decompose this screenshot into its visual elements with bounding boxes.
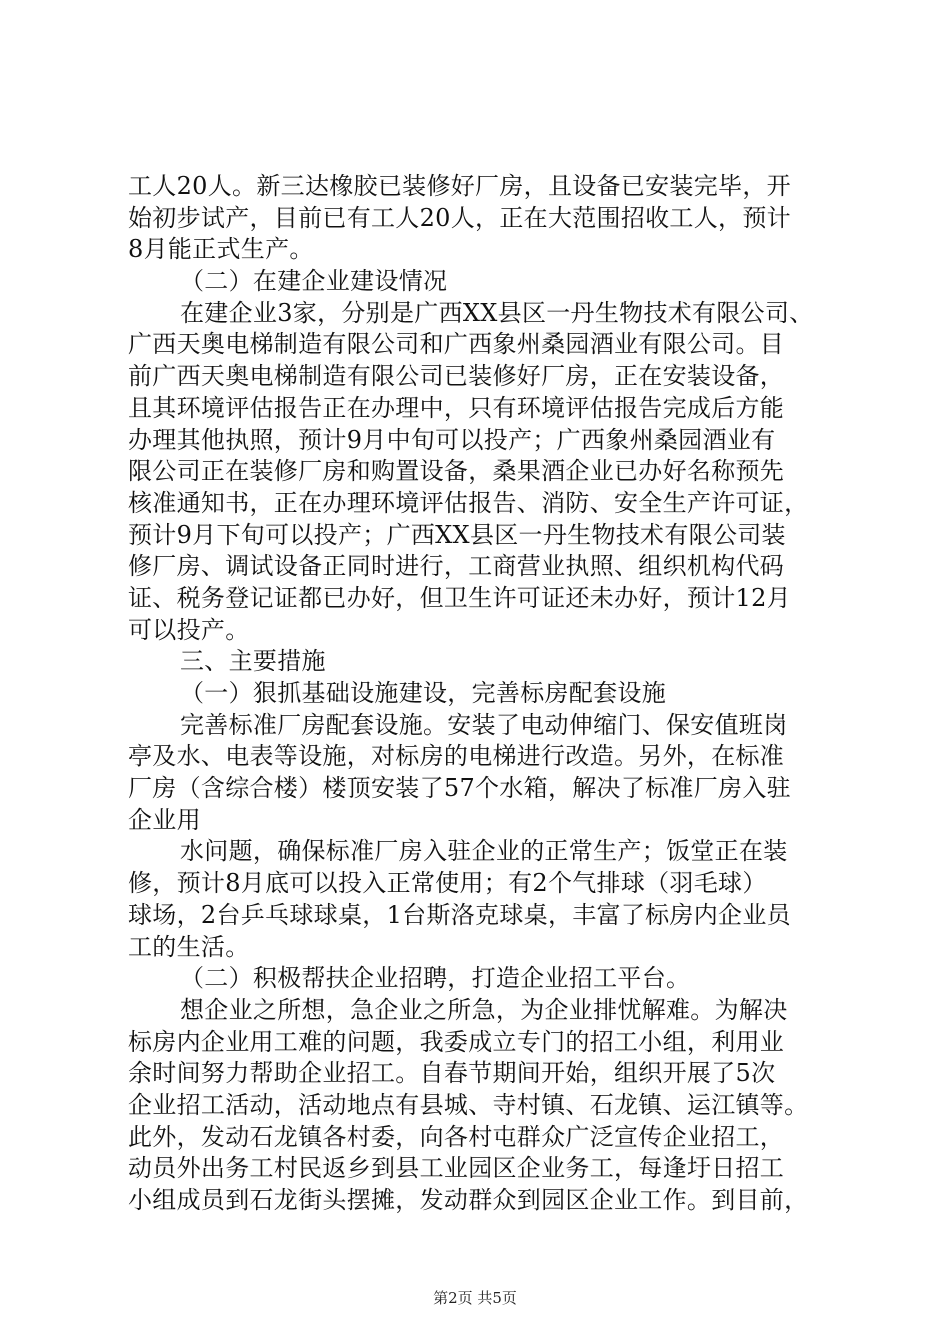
paragraph-start-line: 水问题，确保标准厂房入驻企业的正常生产；饭堂正在装 <box>180 837 788 866</box>
text-line: 广西天奥电梯制造有限公司和广西象州桑园酒业有限公司。目 <box>128 330 785 359</box>
text-line: 核准通知书，正在办理环境评估报告、消防、安全生产许可证， <box>128 488 809 517</box>
paragraph-start-line: 在建企业3家，分别是广西XX县区一丹生物技术有限公司、 <box>180 298 814 327</box>
text-line: 企业用 <box>128 805 201 834</box>
text-line: 修厂房、调试设备正同时进行，工商营业执照、组织机构代码 <box>128 552 785 581</box>
text-line: 企业招工活动，活动地点有县城、寺村镇、石龙镇、运江镇等。 <box>128 1090 809 1119</box>
paragraph-start-line: 完善标准厂房配套设施。安装了电动伸缩门、保安值班岗 <box>180 710 788 739</box>
text-line: 限公司正在装修厂房和购置设备，桑果酒企业已办好名称预先 <box>128 457 785 486</box>
text-line: 证、税务登记证都已办好，但卫生许可证还未办好，预计12月 <box>128 583 791 612</box>
text-line: 亭及水、电表等设施，对标房的电梯进行改造。另外，在标准 <box>128 742 785 771</box>
document-body <box>128 171 854 1217</box>
text-line: 工的生活。 <box>128 932 250 961</box>
text-line: 预计9月下旬可以投产；广西XX县区一丹生物技术有限公司装 <box>128 520 786 549</box>
text-line: 厂房（含综合楼）楼顶安装了57个水箱，解决了标准厂房入驻 <box>128 774 791 803</box>
text-line: 前广西天奥电梯制造有限公司已装修好厂房，正在安装设备， <box>128 362 785 391</box>
text-line: 动员外出务工村民返乡到县工业园区企业务工，每逢圩日招工 <box>128 1154 785 1183</box>
section-heading: 三、主要措施 <box>180 647 326 676</box>
text-line: 标房内企业用工难的问题，我委成立专门的招工小组，利用业 <box>128 1027 785 1056</box>
text-line: 小组成员到石龙街头摆摊，发动群众到园区企业工作。到目前， <box>128 1186 809 1214</box>
section-heading: （二）在建企业建设情况 <box>180 267 448 296</box>
page-number-footer: 第2页 共5页 <box>433 1289 517 1307</box>
text-line: 工人20人。新三达橡胶已装修好厂房，且设备已安装完毕，开 <box>128 172 791 200</box>
paragraph-start-line: 想企业之所想，急企业之所急，为企业排忧解难。为解决 <box>180 995 788 1024</box>
text-line: 修，预计8月底可以投入正常使用；有2个气排球（羽毛球） <box>128 869 767 898</box>
text-line: 始初步试产，目前已有工人20人，正在大范围招收工人，预计 <box>128 203 791 232</box>
text-line: 办理其他执照，预计9月中旬可以投产；广西象州桑园酒业有 <box>128 425 776 454</box>
section-heading: （二）积极帮扶企业招聘，打造企业招工平台。 <box>180 964 691 993</box>
section-heading: （一）狠抓基础设施建设，完善标房配套设施 <box>180 679 666 707</box>
text-line: 可以投产。 <box>128 615 250 644</box>
text-line: 此外，发动石龙镇各村委，向各村屯群众广泛宣传企业招工， <box>128 1122 785 1151</box>
text-line: 且其环境评估报告正在办理中，只有环境评估报告完成后方能 <box>128 393 785 422</box>
text-line: 球场，2台乒乓球球桌，1台斯洛克球桌，丰富了标房内企业员 <box>128 900 791 929</box>
text-line: 8月能正式生产。 <box>128 235 314 264</box>
text-line: 余时间努力帮助企业招工。自春节期间开始，组织开展了5次 <box>128 1059 776 1088</box>
